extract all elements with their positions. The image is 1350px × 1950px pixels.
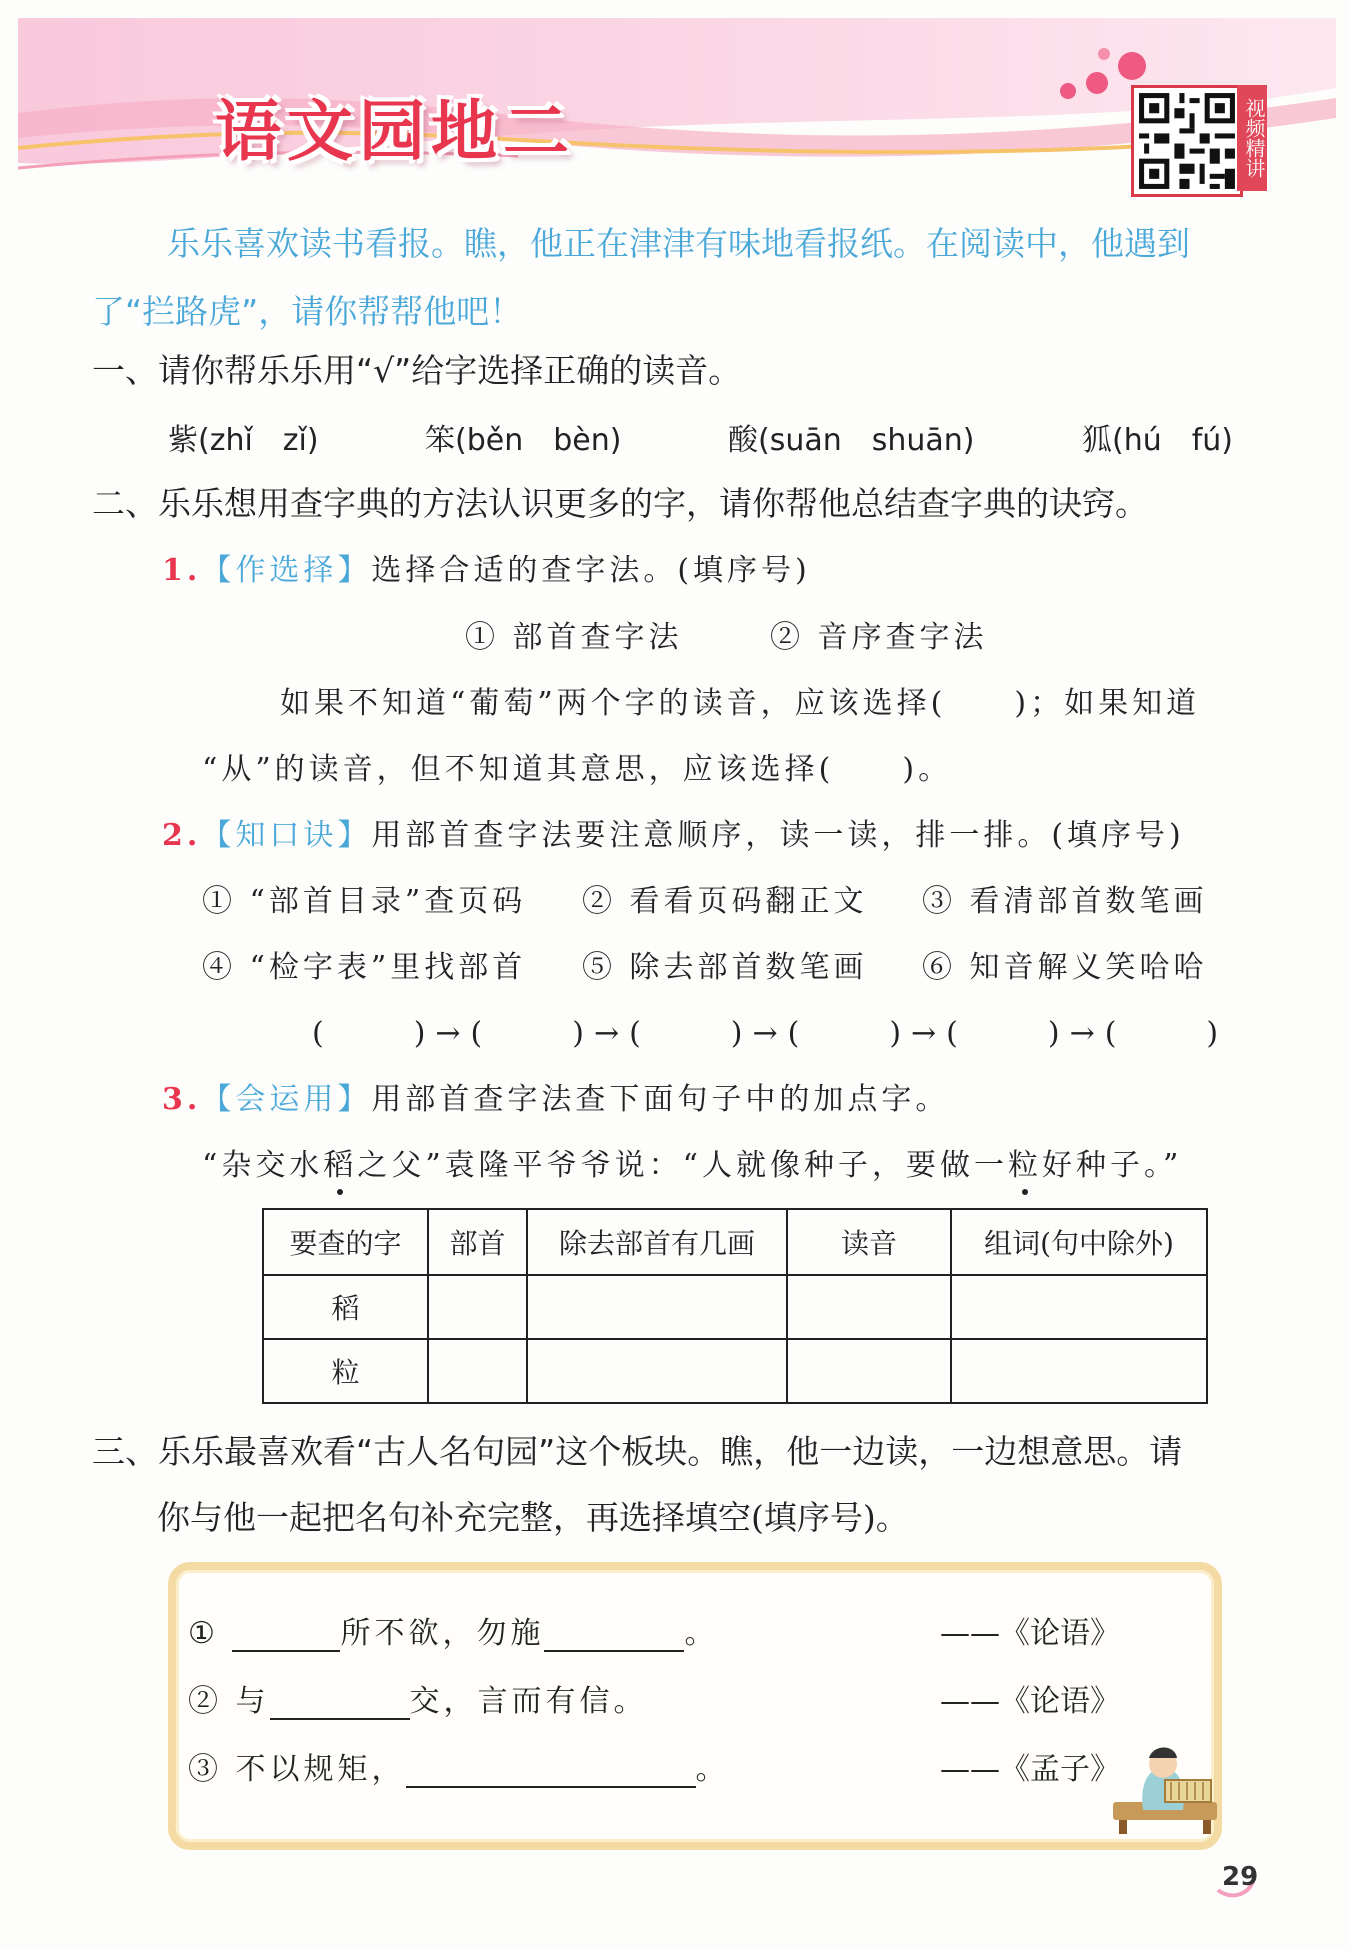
q3-quote xyxy=(202,1140,1182,1184)
quote-source: ——《孟子》 xyxy=(940,1752,1120,1787)
qr-label: 视频精讲 xyxy=(1237,85,1267,191)
q3-dotted-char-2: 粒 xyxy=(1008,1148,1043,1183)
pinyin-item-4 xyxy=(1082,415,1233,459)
quote-source: ——《论语》 xyxy=(940,1616,1120,1651)
table-header: 要查的字 xyxy=(263,1209,428,1275)
fill-blank[interactable] xyxy=(232,1620,340,1652)
fill-blank[interactable] xyxy=(270,1688,410,1720)
section-2-heading: 二、乐乐想用查字典的方法认识更多的字，请你帮他总结查字典的诀窍。 xyxy=(92,484,1148,523)
quote-1 xyxy=(188,1608,718,1652)
page-title: 语文园地二 xyxy=(215,92,575,170)
quote-text: 交，言而有信。 xyxy=(409,1684,648,1719)
q1-tag: 【作选择】 xyxy=(201,553,372,588)
answer-cell[interactable] xyxy=(787,1339,951,1403)
section-3-heading-line-1: 三、乐乐最喜欢看“古人名句园”这个板块。瞧，他一边读，一边想意思。请 xyxy=(92,1432,1183,1471)
intro-paragraph xyxy=(92,210,1272,346)
q3-tag: 【会运用】 xyxy=(201,1082,372,1117)
q3-text: 用部首查字法查下面句子中的加点字。 xyxy=(371,1082,950,1117)
answer-cell[interactable] xyxy=(527,1275,787,1339)
answer-cell[interactable] xyxy=(428,1339,527,1403)
quote-text: 。 xyxy=(695,1752,730,1787)
intro-line-1: 乐乐喜欢读书看报。瞧，他正在津津有味地看报纸。在阅读中，他遇到 xyxy=(167,224,1190,263)
q2-step: ④ “检字表”里找部首 xyxy=(202,950,527,985)
q3-number: 3. xyxy=(162,1082,202,1117)
q2-step: ⑤ 除去部首数笔画 xyxy=(582,950,868,985)
fill-blank[interactable] xyxy=(544,1620,684,1652)
quote-3 xyxy=(188,1744,730,1788)
q1-prompt xyxy=(162,545,811,589)
pinyin-char: 紫 xyxy=(168,423,198,458)
quote-number: ③ xyxy=(188,1752,222,1787)
q3-quote-part: 好种子。” xyxy=(1042,1148,1183,1183)
quote-source: ——《论语》 xyxy=(940,1684,1120,1719)
table-header: 部首 xyxy=(428,1209,527,1275)
pinyin-char: 酸 xyxy=(728,423,758,458)
quote-text: 所不欲，勿施 xyxy=(340,1616,545,1651)
pinyin-item-1 xyxy=(168,415,319,459)
section-1-heading: 一、请你帮乐乐用“√”给字选择正确的读音。 xyxy=(92,351,742,390)
decor-dot xyxy=(1086,72,1108,94)
q1-line-1[interactable]: 如果不知道“葡萄”两个字的读音，应该选择( )；如果知道 xyxy=(280,686,1201,721)
pinyin-options[interactable]: (hú fú) xyxy=(1112,423,1234,458)
pinyin-char: 狐 xyxy=(1082,423,1112,458)
quote-number: ② xyxy=(188,1684,222,1719)
answer-cell[interactable] xyxy=(527,1339,787,1403)
pinyin-item-3 xyxy=(728,415,975,459)
q1-line-2[interactable]: “从”的读音，但不知道其意思，应该选择( )。 xyxy=(202,752,953,787)
q1-option-1: ① 部首查字法 xyxy=(465,620,683,655)
q1-number: 1. xyxy=(162,553,202,588)
qr-code-icon[interactable] xyxy=(1131,85,1243,197)
table-cell-char: 粒 xyxy=(263,1339,428,1403)
section-3-heading-part: (填序号)。 xyxy=(751,1498,909,1537)
decor-dot xyxy=(1118,52,1146,80)
decor-dot xyxy=(1060,83,1076,99)
q2-sequence-blanks[interactable]: ( )→( )→( )→( )→( )→( ) xyxy=(312,1016,1229,1051)
q2-text: 用部首查字法要注意顺序，读一读，排一排。(填序号) xyxy=(371,818,1185,853)
q3-quote-part: 之父”袁隆平爷爷说：“人就像种子，要做一 xyxy=(357,1148,1009,1183)
answer-cell[interactable] xyxy=(428,1275,527,1339)
answer-cell[interactable] xyxy=(787,1275,951,1339)
quote-number: ① xyxy=(188,1616,219,1651)
intro-line-2: 了“拦路虎”，请你帮帮他吧！ xyxy=(92,292,523,331)
fill-blank[interactable] xyxy=(406,1756,696,1788)
pinyin-options[interactable]: (zhǐ zǐ) xyxy=(198,423,319,458)
pinyin-char: 笨 xyxy=(425,423,455,458)
q2-prompt xyxy=(162,810,1185,854)
pinyin-options[interactable]: (běn bèn) xyxy=(455,423,622,458)
q2-step: ③ 看清部首数笔画 xyxy=(922,884,1208,919)
page-number: 29 xyxy=(1222,1862,1259,1892)
scholar-illustration xyxy=(1105,1740,1223,1840)
q3-quote-part: “杂交水 xyxy=(202,1148,324,1183)
table-header-row xyxy=(263,1209,1207,1275)
decor-dot xyxy=(1098,48,1110,60)
q2-step: ⑥ 知音解义笑哈哈 xyxy=(922,950,1208,985)
quote-text: 不以规矩， xyxy=(235,1752,406,1787)
answer-cell[interactable] xyxy=(951,1339,1207,1403)
section-3-heading-line-2 xyxy=(157,1492,909,1539)
table-header: 除去部首有几画 xyxy=(527,1209,787,1275)
quote-2 xyxy=(188,1676,648,1720)
section-3-heading-part: 你与他一起把名句补充完整，再选择填空 xyxy=(157,1498,751,1537)
lookup-table xyxy=(262,1208,1208,1404)
q2-step: ① “部首目录”查页码 xyxy=(202,884,527,919)
table-row xyxy=(263,1339,1207,1403)
answer-cell[interactable] xyxy=(951,1275,1207,1339)
quote-text: 与 xyxy=(235,1684,270,1719)
table-row xyxy=(263,1275,1207,1339)
q2-tag: 【知口诀】 xyxy=(201,818,372,853)
q2-step: ② 看看页码翻正文 xyxy=(582,884,868,919)
pinyin-item-2 xyxy=(425,415,621,459)
pinyin-options[interactable]: (suān shuān) xyxy=(758,423,975,458)
table-header: 读音 xyxy=(787,1209,951,1275)
q3-dotted-char-1: 稻 xyxy=(323,1148,358,1183)
q2-number: 2. xyxy=(162,818,202,853)
table-header: 组词(句中除外) xyxy=(951,1209,1207,1275)
quote-text: 。 xyxy=(684,1616,719,1651)
table-cell-char: 稻 xyxy=(263,1275,428,1339)
q1-text: 选择合适的查字法。(填序号) xyxy=(371,553,811,588)
q3-prompt xyxy=(162,1074,949,1118)
q1-option-2: ② 音序查字法 xyxy=(770,620,988,655)
